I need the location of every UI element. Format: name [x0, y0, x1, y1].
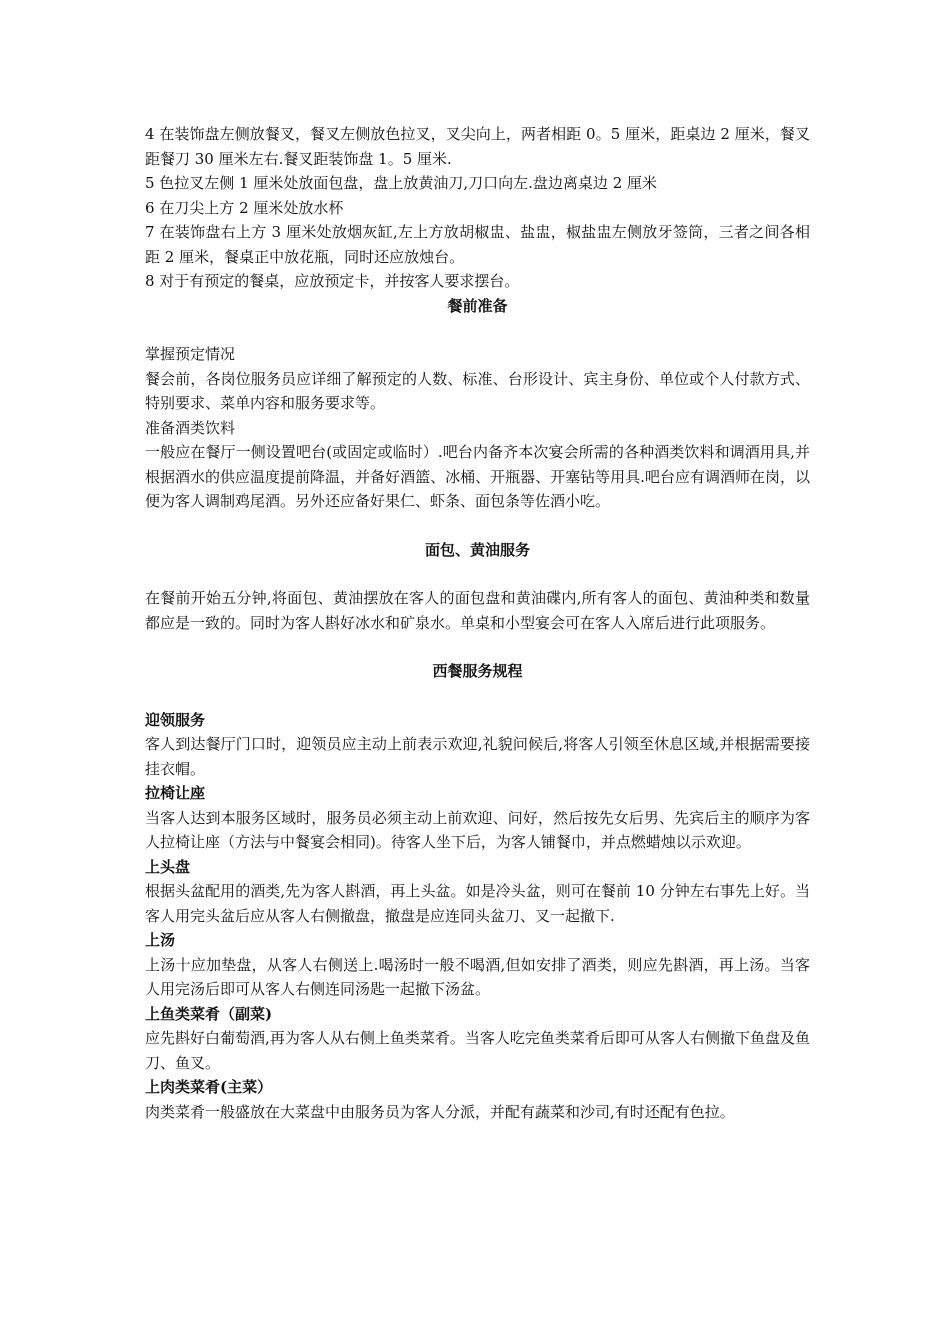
pre-meal-heading: 餐前准备	[447, 296, 508, 315]
setup-step-6: 6 在刀尖上方 2 厘米处放水杯	[145, 198, 344, 217]
setup-step-4: 4 在装饰盘左侧放餐叉，餐叉左侧放色拉叉，叉尖向上，两者相距 0。5 厘米，距桌边 2 厘米，餐叉距餐刀 30 厘米左右.餐叉距装饰盘 1。5 厘米.	[145, 125, 810, 168]
section-text-meat: 肉类菜肴一般盛放在大菜盘中由服务员为客人分派，并配有蔬菜和沙司,有时还配有色拉。	[145, 1102, 735, 1121]
document-page	[145, 122, 810, 1124]
spacer	[145, 684, 810, 708]
section-title-seating: 拉椅让座	[145, 784, 206, 802]
bread-butter-heading: 面包、黄油服务	[424, 540, 530, 559]
section-title-greeting: 迎领服务	[145, 710, 206, 729]
section-text-greeting: 客人到达餐厅门口时，迎领员应主动上前表示欢迎,礼貌问候后,将客人引领至休息区域,并根据需要接挂衣帽。	[145, 735, 810, 778]
setup-step-7: 7 在装饰盘右上方 3 厘米处放烟灰缸,左上方放胡椒盅、盐盅，椒盐盅左侧放牙签筒，三者之间各相距 2 厘米，餐桌正中放花瓶，同时还应放烛台。	[145, 223, 810, 266]
drinks-text: 一般应在餐厅一侧设置吧台(或固定或临时）.吧台内备齐本次宴会所需的各种酒类饮料和调酒用具,并根据酒水的供应温度提前降温，并备好酒篮、冰桶、开瓶器、开塞钻等用具.吧台应有调酒师在岗，以便为客人调制鸡尾酒。另外还应备好果仁、虾条、面包条等佐酒小吃。	[145, 443, 810, 510]
drinks-title: 准备酒类饮料	[145, 418, 236, 437]
spacer	[145, 562, 810, 586]
section-text-soup: 上汤十应加垫盘，从客人右侧送上.喝汤时一般不喝酒,但如安排了酒类，则应先斟酒，再上汤。当客人用完汤后即可从客人右侧连同汤匙一起撤下汤盆。	[145, 955, 810, 998]
setup-step-5: 5 色拉叉左侧 1 厘米处放面包盘，盘上放黄油刀,刀口向左.盘边离桌边 2 厘米	[145, 174, 658, 192]
section-text-seating: 当客人达到本服务区域时，服务员必须主动上前欢迎、问好，然后按先女后男、先宾后主的顺序为客人拉椅让座（方法与中餐宴会相同)。待客人坐下后，为客人铺餐巾，并点燃蜡烛以示欢迎。	[145, 808, 810, 851]
booking-title: 掌握预定情况	[145, 345, 236, 363]
spacer	[145, 318, 810, 342]
western-service-heading: 西餐服务规程	[432, 662, 523, 680]
bread-butter-text: 在餐前开始五分钟,将面包、黄油摆放在客人的面包盘和黄油碟内,所有客人的面包、黄油种类和数量都应是一致的。同时为客人斟好冰水和矿泉水。单桌和小型宴会可在客人入席后进行此项服务。	[145, 589, 810, 632]
spacer	[145, 514, 810, 538]
spacer	[145, 635, 810, 659]
section-text-appetizer: 根据头盆配用的酒类,先为客人斟酒，再上头盆。如是冷头盆，则可在餐前 10 分钟左右事先上好。当客人用完头盆后应从客人右侧撤盘，撤盘是应连同头盆刀、叉一起撤下.	[145, 882, 810, 925]
setup-step-8: 8 对于有预定的餐桌，应放预定卡，并按客人要求摆台。	[145, 272, 520, 290]
section-title-appetizer: 上头盘	[145, 857, 191, 876]
booking-text: 餐会前，各岗位服务员应详细了解预定的人数、标准、台形设计、宾主身份、单位或个人付款方式、特别要求、菜单内容和服务要求等。	[145, 369, 810, 412]
section-text-fish: 应先斟好白葡萄酒,再为客人从右侧上鱼类菜肴。当客人吃完鱼类菜肴后即可从客人右侧撤下鱼盘及鱼刀、鱼叉。	[145, 1029, 810, 1072]
section-title-soup: 上汤	[145, 931, 176, 949]
section-title-meat: 上肉类菜肴(主菜）	[145, 1078, 273, 1096]
section-title-fish: 上鱼类菜肴（副菜)	[145, 1004, 273, 1023]
